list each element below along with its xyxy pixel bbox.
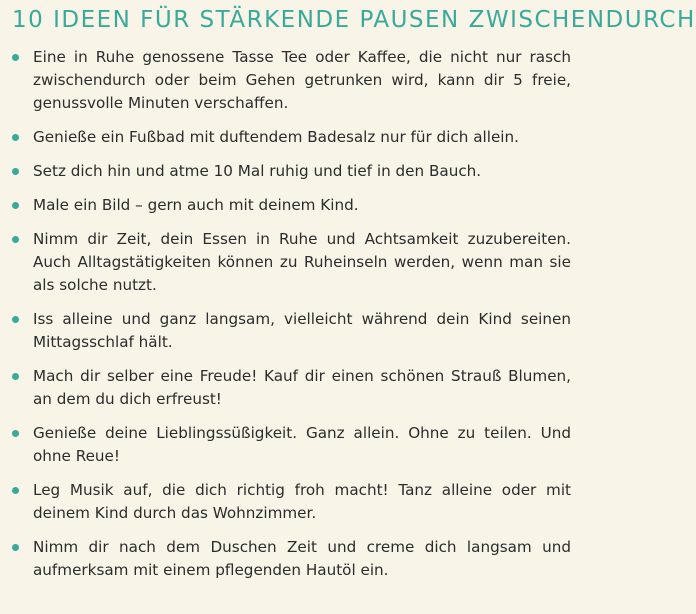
list-item-text: Male ein Bild – gern auch mit deinem Kind. (33, 196, 359, 214)
bullet-icon (12, 487, 19, 494)
list-item-text: Eine in Ruhe genossene Tasse Tee oder Kaffee, die nicht nur rasch zwischendurch oder beim Gehen getrunken wird, kann dir 5 freie, genussvolle Minuten verschaffen. (33, 48, 571, 112)
page-title: 10 IDEEN FÜR STÄRKENDE PAUSEN ZWISCHENDURCH (12, 7, 696, 33)
list-item-text: Genieße ein Fußbad mit duftendem Badesalz nur für dich allein. (33, 128, 519, 146)
list-item-text: Iss alleine und ganz langsam, vielleicht während dein Kind seinen Mittagsschlaf hält. (33, 310, 571, 351)
bullet-icon (12, 134, 19, 141)
bullet-icon (12, 430, 19, 437)
list-item (12, 422, 571, 468)
list-item (12, 536, 571, 582)
list-item (12, 126, 571, 149)
bullet-icon (12, 373, 19, 380)
list-item (12, 308, 571, 354)
bullet-icon (12, 236, 19, 243)
list-item (12, 479, 571, 525)
bullet-icon (12, 544, 19, 551)
list-item-text: Leg Musik auf, die dich richtig froh macht! Tanz alleine oder mit deinem Kind durch das Wohnzimmer. (33, 481, 571, 522)
list-item (12, 194, 571, 217)
bullet-icon (12, 54, 19, 61)
list-item (12, 160, 571, 183)
list-item (12, 46, 571, 115)
bullet-icon (12, 202, 19, 209)
bullet-icon (12, 316, 19, 323)
list-item-text: Setz dich hin und atme 10 Mal ruhig und tief in den Bauch. (33, 162, 482, 180)
list-item-text: Genieße deine Lieblingssüßigkeit. Ganz allein. Ohne zu teilen. Und ohne Reue! (33, 424, 571, 465)
tips-list (12, 46, 571, 582)
list-item-text: Nimm dir Zeit, dein Essen in Ruhe und Achtsamkeit zuzubereiten. Auch Alltagstätigkeiten können zu Ruheinseln werden, wenn man sie als solche nutzt. (33, 230, 571, 294)
list-item-text: Mach dir selber eine Freude! Kauf dir einen schönen Strauß Blumen, an dem du dich erfreust! (33, 367, 571, 408)
list-item-text: Nimm dir nach dem Duschen Zeit und creme dich langsam und aufmerksam mit einem pflegenden Hautöl ein. (33, 538, 571, 579)
list-item (12, 365, 571, 411)
list-item (12, 228, 571, 297)
bullet-icon (12, 168, 19, 175)
